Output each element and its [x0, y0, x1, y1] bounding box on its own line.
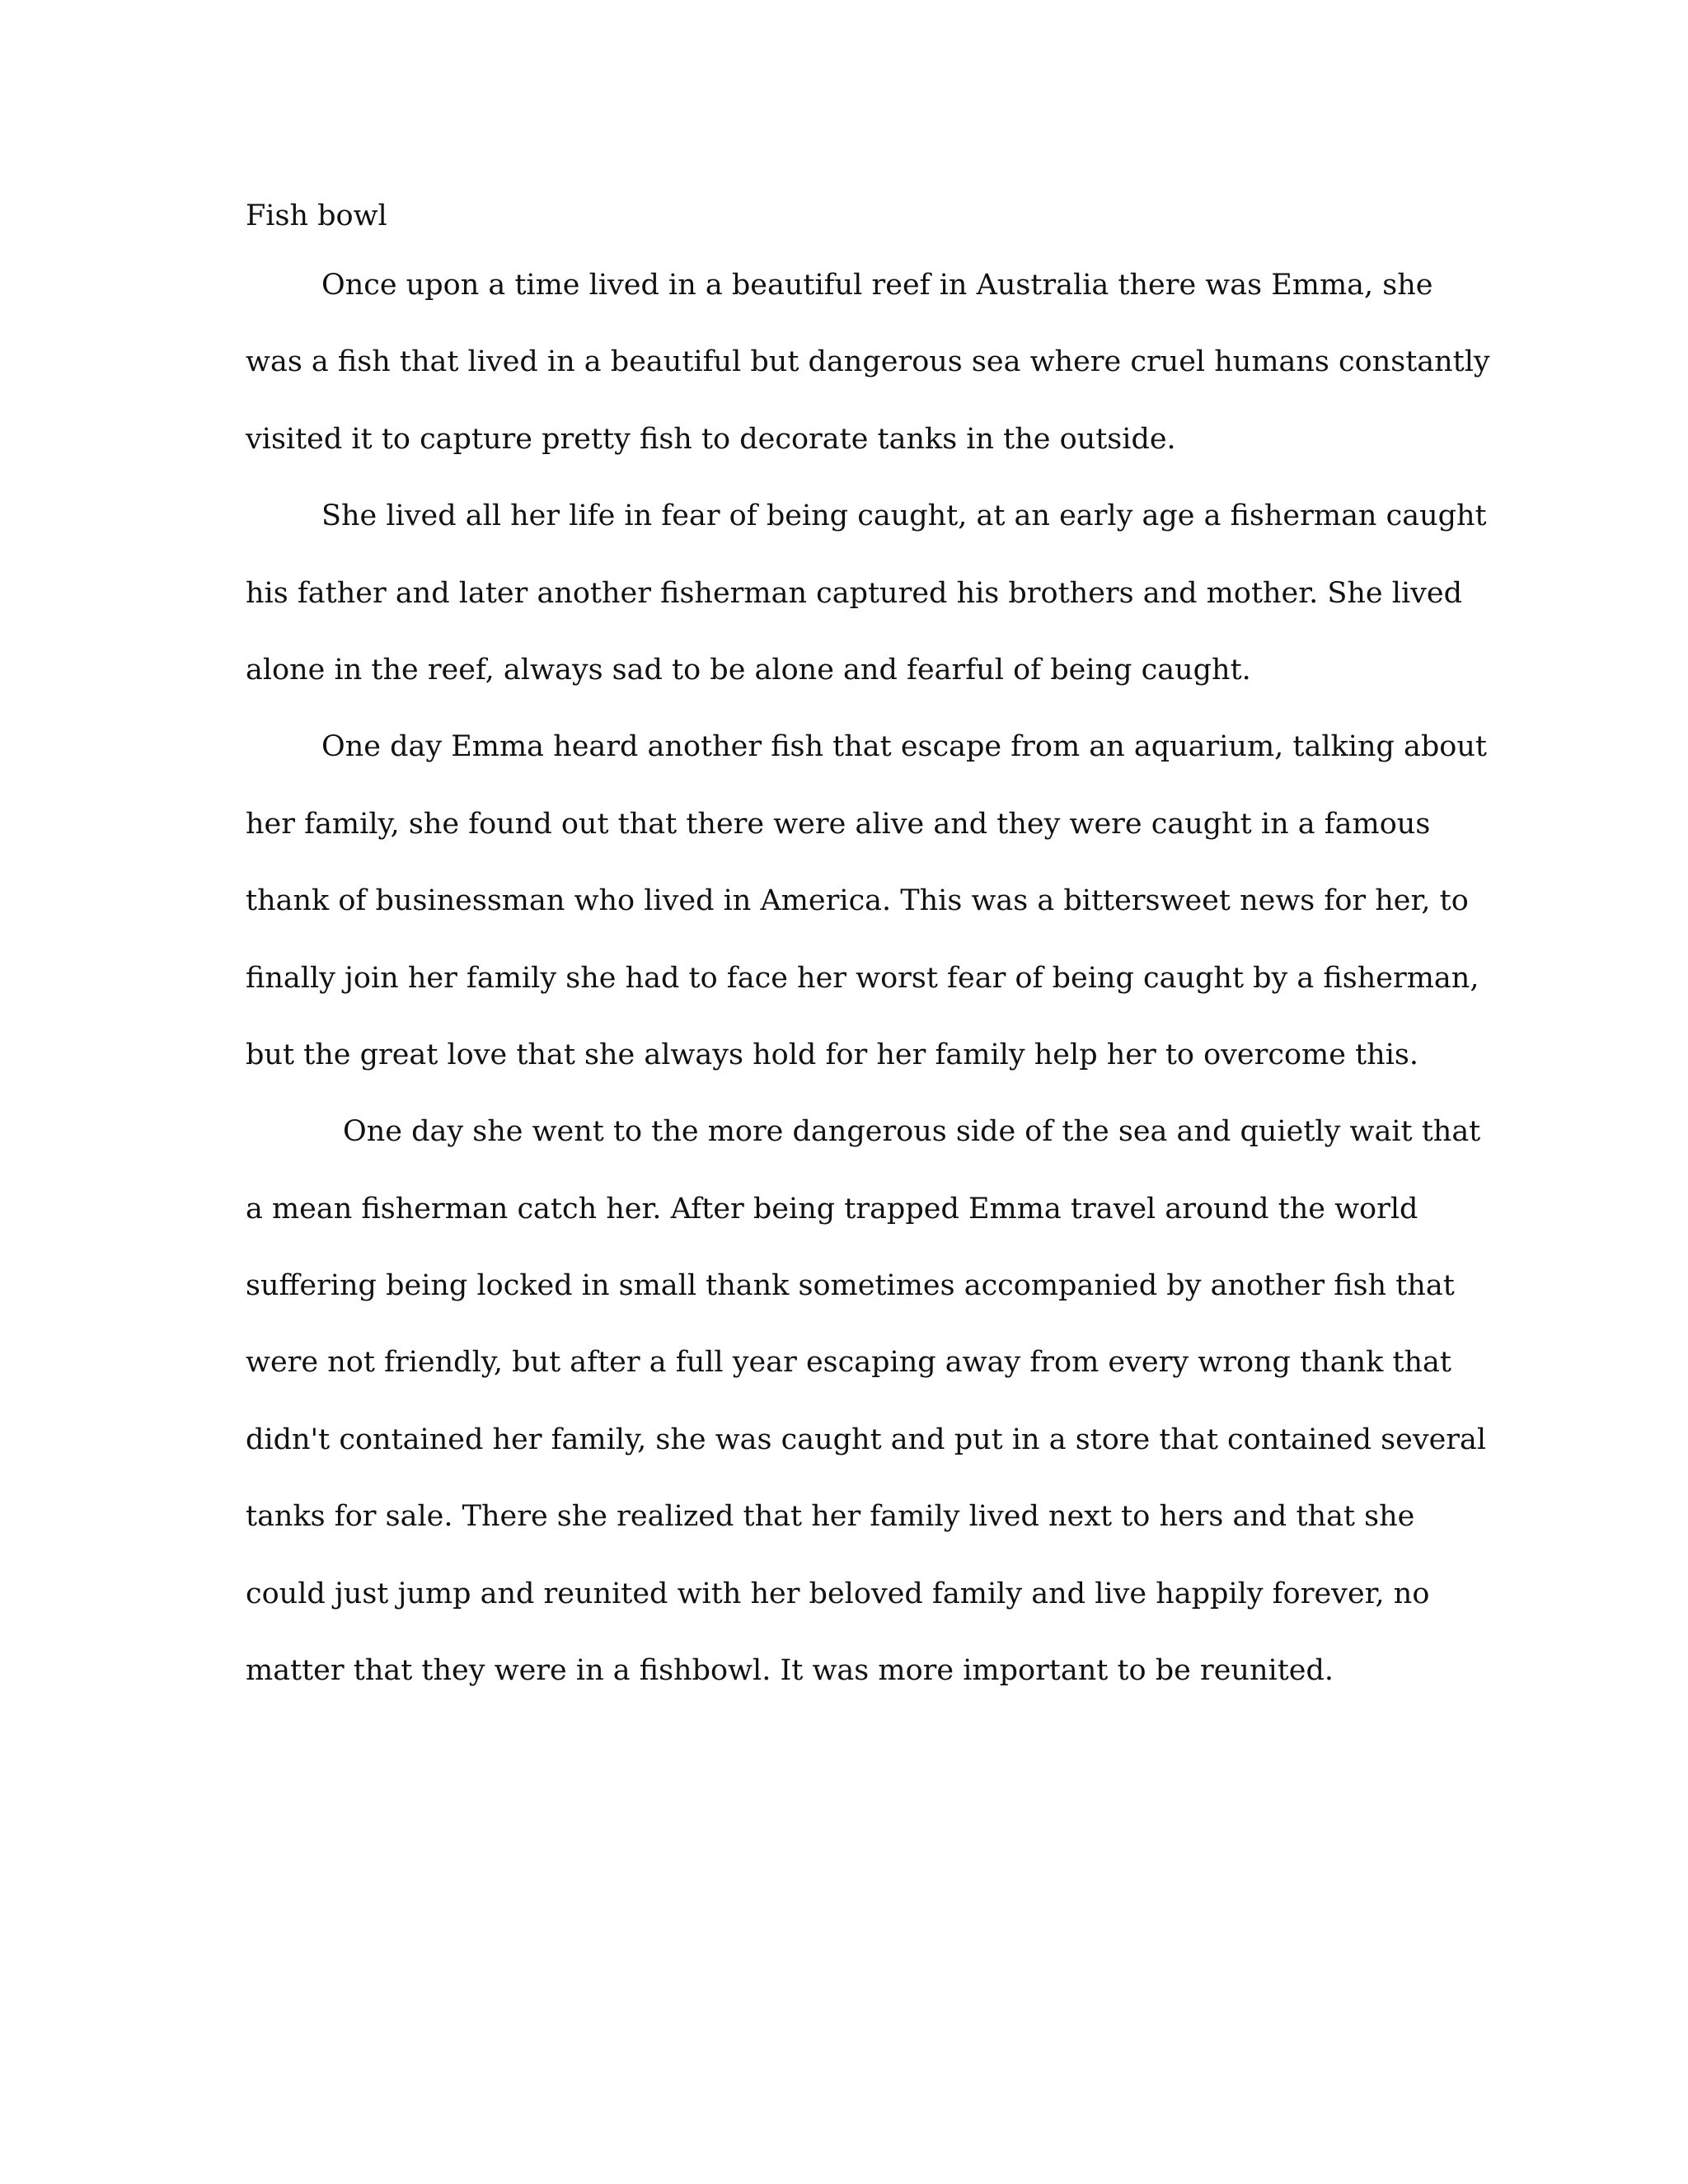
paragraph-line: One day she went to the more dangerous side of the sea and quietly wait that: [343, 1115, 1481, 1149]
paragraph-4: [246, 1094, 1487, 1709]
paragraph-line: her family, she found out that there were alive and they were caught in a famous: [246, 807, 1431, 841]
paragraph-line: could just jump and reunited with her beloved family and live happily forever, no: [246, 1577, 1430, 1610]
paragraph-2: [246, 478, 1487, 709]
paragraph-3: [246, 709, 1487, 1094]
paragraph-line: matter that they were in a fishbowl. It was more important to be reunited.: [246, 1654, 1334, 1688]
paragraph-line: thank of businessman who lived in America. This was a bittersweet news for her, to: [246, 884, 1469, 918]
paragraph-line: a mean fisherman catch her. After being trapped Emma travel around the world: [246, 1192, 1418, 1226]
paragraph-line: his father and later another fisherman captured his brothers and mother. She lived: [246, 576, 1463, 610]
paragraph-line: were not friendly, but after a full year escaping away from every wrong thank that: [246, 1346, 1451, 1380]
paragraph-line: finally join her family she had to face her worst fear of being caught by a fisherman,: [246, 961, 1479, 995]
paragraph-line: was a fish that lived in a beautiful but dangerous sea where cruel humans constantly: [246, 345, 1490, 379]
paragraph-line: One day Emma heard another fish that escape from an aquarium, talking about: [321, 730, 1487, 764]
paragraph-line: alone in the reef, always sad to be alone and fearful of being caught.: [246, 653, 1251, 687]
document-title: Fish bowl: [246, 199, 387, 232]
paragraph-line: visited it to capture pretty fish to decorate tanks in the outside.: [246, 422, 1176, 456]
paragraph-line: suffering being locked in small thank sometimes accompanied by another fish that: [246, 1269, 1455, 1303]
paragraph-line: She lived all her life in fear of being caught, at an early age a fisherman caught: [321, 499, 1487, 533]
paragraph-1: [246, 247, 1490, 478]
paragraph-line: Once upon a time lived in a beautiful reef in Australia there was Emma, she: [321, 269, 1433, 302]
paragraph-line: but the great love that she always hold for her family help her to overcome this.: [246, 1038, 1418, 1071]
document-body: [246, 185, 1490, 1709]
paragraph-line: tanks for sale. There she realized that her family lived next to hers and that she: [246, 1500, 1415, 1534]
paragraph-line: didn't contained her family, she was caught and put in a store that contained several: [246, 1422, 1487, 1456]
